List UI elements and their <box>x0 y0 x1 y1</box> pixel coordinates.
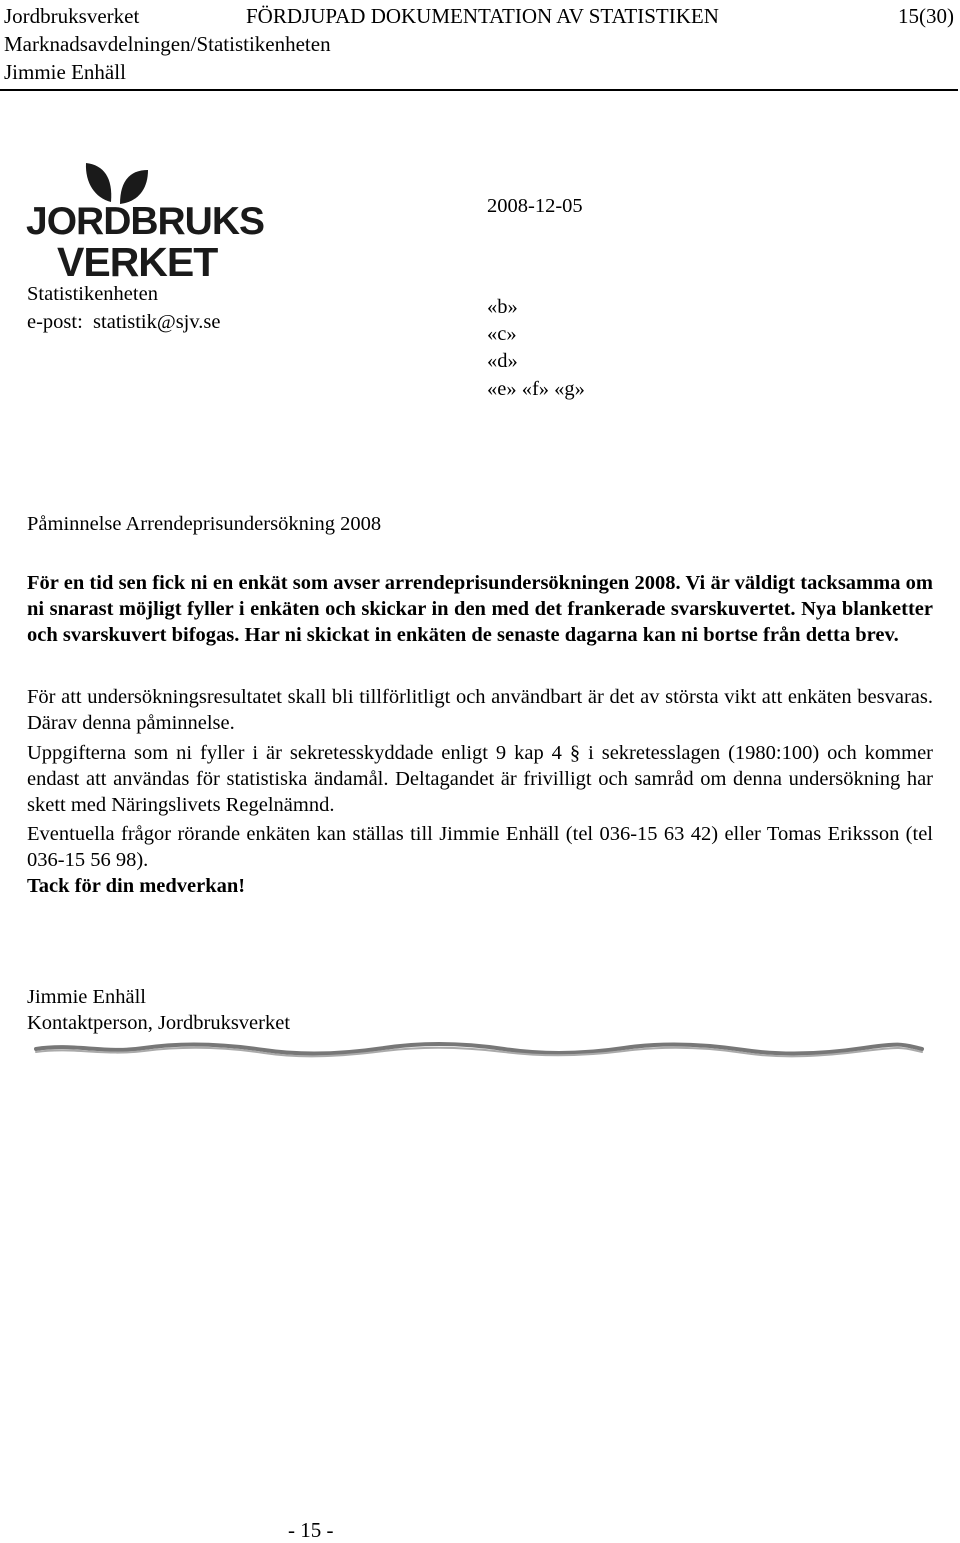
thanks-line: Tack för din medverkan! <box>27 875 246 897</box>
sender-email-label: e-post: <box>27 311 83 333</box>
address-field-d: «d» <box>487 350 518 372</box>
header-department: Marknadsavdelningen/Statistikenheten <box>4 32 331 56</box>
sender-email: statistik@sjv.se <box>93 311 221 333</box>
header-doc-title: FÖRDJUPAD DOKUMENTATION AV STATISTIKEN <box>246 4 719 28</box>
logo-text-line1: JORDBRUKS <box>26 200 265 243</box>
body-paragraph-1: För en tid sen fick ni en enkät som avser arrendeprisundersökningen 2008. Vi är väldigt tacksamma om ni snarast möjligt fyller i enkäten och skickar in den med det frankerade svarskuvertet. Nya blanketter och svarskuvert bifogas. Har ni skickat in enkäten de senaste dagarna kan ni bortse från detta brev. <box>27 572 933 646</box>
sender-unit: Statistikenheten <box>27 283 158 305</box>
address-field-b: «b» <box>487 296 518 318</box>
body-paragraph-2: För att undersökningsresultatet skall bli tillförlitligt och användbart är det av största vikt att enkäten besvaras. Därav denna påminnelse. <box>27 686 933 734</box>
sender-email-row <box>27 309 221 335</box>
header-author: Jimmie Enhäll <box>4 60 126 84</box>
header-page-ref: 15(30) <box>898 4 954 28</box>
closing-name: Jimmie Enhäll <box>27 986 146 1008</box>
closing-title: Kontaktperson, Jordbruksverket <box>27 1012 291 1034</box>
logo-text-line2: VERKET <box>57 239 218 285</box>
decorative-wave-rule <box>34 1040 924 1060</box>
letter-date: 2008-12-05 <box>487 195 583 217</box>
address-field-c: «c» <box>487 323 517 345</box>
header-rule <box>0 89 958 91</box>
address-field-efg: «e» «f» «g» <box>487 378 585 400</box>
letter-subject: Påminnelse Arrendeprisundersökning 2008 <box>27 513 382 535</box>
body-paragraph-3: Uppgifterna som ni fyller i är sekretesskyddade enligt 9 kap 4 § i sekretesslagen (1980:100) och kommer endast att användas för statistiska ändamål. Deltagandet är frivilligt och samråd om denna undersökning har skett med Näringslivets Regelnämnd. <box>27 742 933 816</box>
header-org: Jordbruksverket <box>4 4 140 28</box>
footer-page-number: - 15 - <box>288 1518 334 1542</box>
body-paragraph-4: Eventuella frågor rörande enkäten kan ställas till Jimmie Enhäll (tel 036-15 63 42) eller Tomas Eriksson (tel 036-15 56 98). <box>27 823 933 871</box>
